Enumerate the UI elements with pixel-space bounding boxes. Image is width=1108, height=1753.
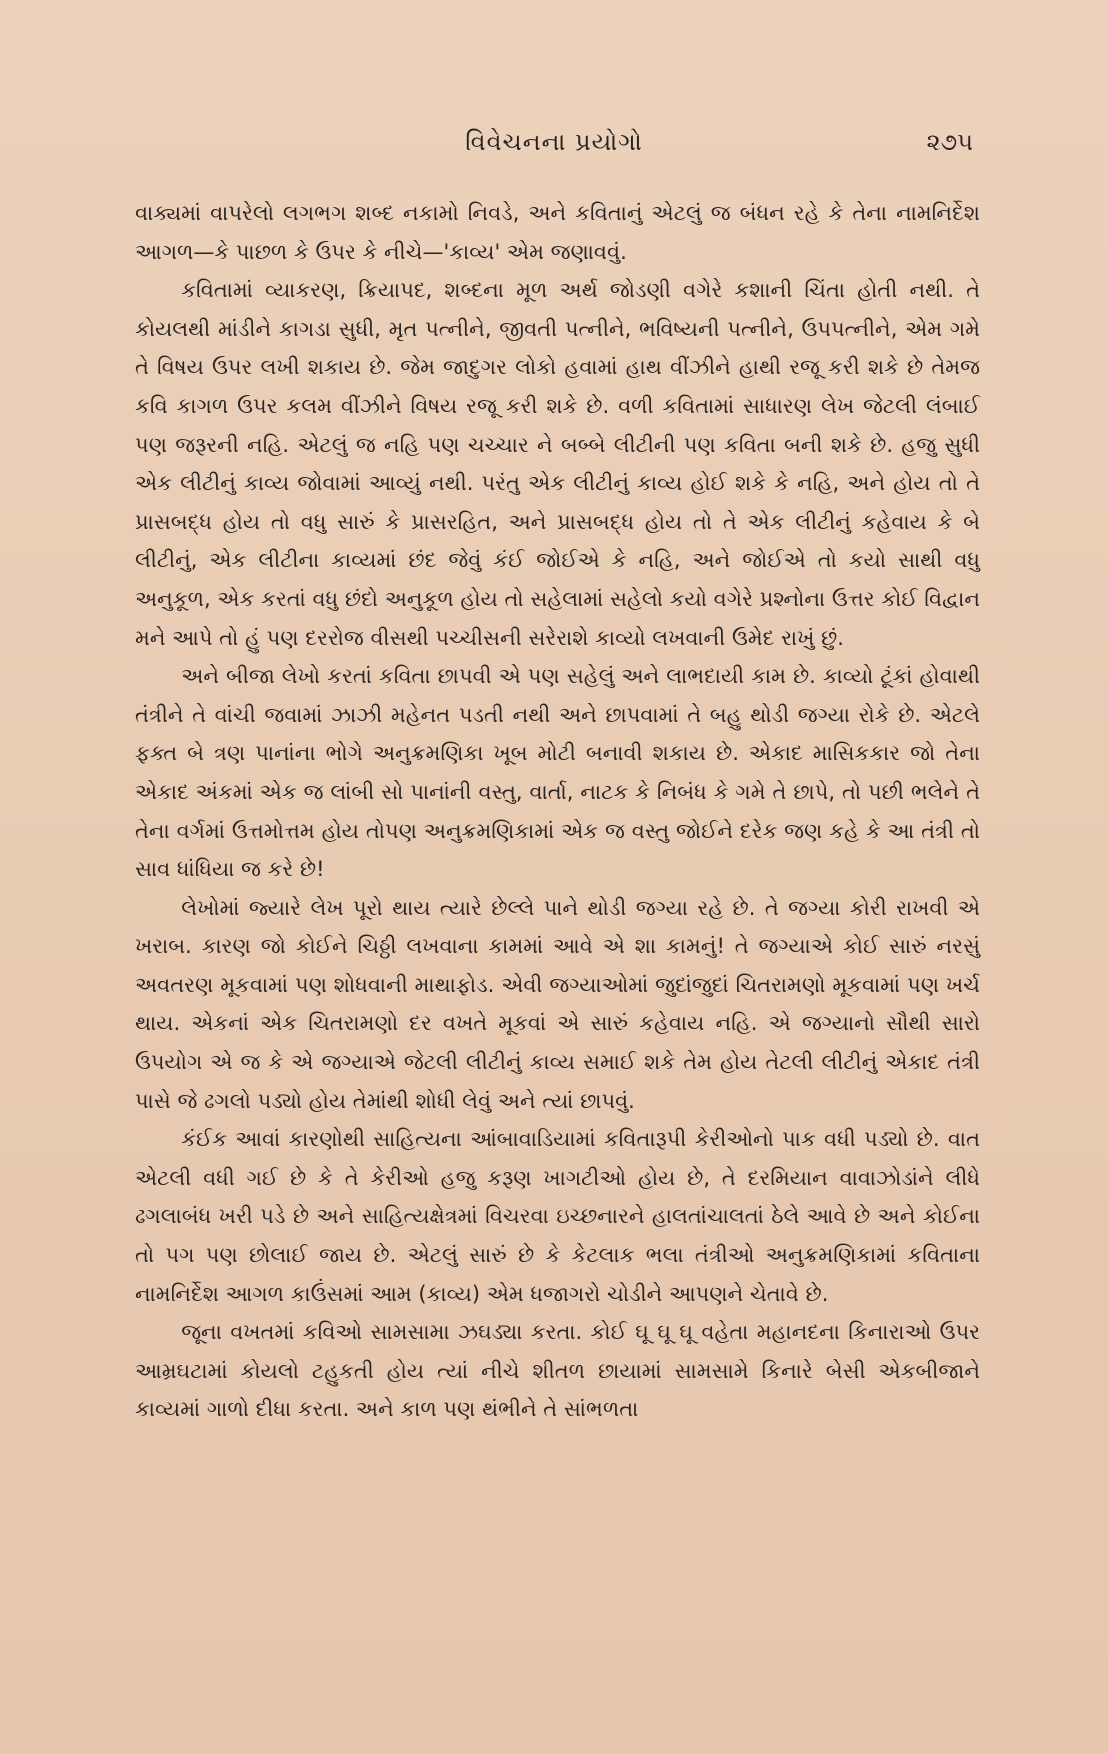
paragraph: કંઈક આવાં કારણોથી સાહિત્યના આંબાવાડિયામાં કવિતારૂપી કેરીઓનો પાક વધી પડ્યો છે. વાત એટલી વધી ગઈ છે કે તે કેરીઓ હજુ કરૂણ ખાગટીઓ હોય છે, તે દરમિયાન વાવાઝોડાંને લીધે ઢગલાબંધ ખરી પડે છે અને સાહિત્યક્ષેત્રમાં વિચરવા ઇચ્છનારને હાલતાંચાલતાં ઠેલે આવે છે અને કોઈના તો પગ પણ છોલાઈ જાય છે. એટલું સારું છે કે કેટલાક ભલા તંત્રીઓ અનુક્રમણિકામાં કવિતાના નામનિર્દેશ આગળ કાઉંસમાં આમ (કાવ્ય) એમ ધજાગરો ચોડીને આપણને ચેતાવે છે.: [135, 1127, 980, 1306]
page-header: [135, 128, 973, 168]
paragraph: જૂના વખતમાં કવિઓ સામસામા ઝઘડ્યા કરતા. કોઈ ઘૂ ઘૂ ઘૂ વહેતા મહાનદના કિનારાઓ ઉપર આમ્રઘટામાં કોયલો ટહુકતી હોય ત્યાં નીચે શીતળ છાયામાં સામસામે કિનારે બેસી એકબીજાને કાવ્યમાં ગાળો દીધા કરતા. અને કાળ પણ થંભીને તે સાંભળતા: [135, 1320, 980, 1422]
page-number: ૨૭૫: [926, 128, 973, 156]
paragraph: અને બીજા લેખો કરતાં કવિતા છાપવી એ પણ સહેલું અને લાભદાયી કામ છે. કાવ્યો ટૂંકાં હોવાથી તંત્રીને તે વાંચી જવામાં ઝાઝી મહેનત પડતી નથી અને છાપવામાં તે બહુ થોડી જગ્યા રોકે છે. એટલે ફક્ત બે ત્રણ પાનાંના ભોગે અનુક્રમણિકા ખૂબ મોટી બનાવી શકાય છે. એકાદ માસિકકાર જો તેના એકાદ અંકમાં એક જ લાંબી સો પાનાંની વસ્તુ, વાર્તા, નાટક કે નિબંધ કે ગમે તે છાપે, તો પછી ભલેને તે તેના વર્ગમાં ઉત્તમોત્તમ હોય તોપણ અનુક્રમણિકામાં એક જ વસ્તુ જોઈને દરેક જણ કહે કે આ તંત્રી તો સાવ ધાંધિયા જ કરે છે!: [135, 664, 980, 882]
paragraph: લેખોમાં જ્યારે લેખ પૂરો થાય ત્યારે છેલ્લે પાને થોડી જગ્યા રહે છે. તે જગ્યા કોરી રાખવી એ ખરાબ. કારણ જો કોઈને ચિઠ્ઠી લખવાના કામમાં આવે એ શા કામનું! તે જગ્યાએ કોઈ સારું નરસું અવતરણ મૂકવામાં પણ શોધવાની માથાફોડ. એવી જગ્યાઓમાં જુદાંજુદાં ચિતરામણો મૂકવામાં પણ ખર્ચ થાય. એકનાં એક ચિતરામણો દર વખતે મૂકવાં એ સારું કહેવાય નહિ. એ જગ્યાનો સૌથી સારો ઉપયોગ એ જ કે એ જગ્યાએ જેટલી લીટીનું કાવ્ય સમાઈ શકે તેમ હોય તેટલી લીટીનું એકાદ તંત્રી પાસે જે ઢગલો પડ્યો હોય તેમાંથી શોધી લેવું અને ત્યાં છાપવું.: [135, 895, 980, 1113]
running-title: વિવેચનના પ્રયોગો: [465, 128, 643, 156]
body-text: [135, 194, 980, 1429]
paragraph: કવિતામાં વ્યાકરણ, ક્રિયાપદ, શબ્દના મૂળ અર્થ જોડણી વગેરે કશાની ચિંતા હોતી નથી. તે કોયલથી માંડીને કાગડા સુધી, મૃત પત્નીને, જીવતી પત્નીને, ભવિષ્યની પત્નીને, ઉપપત્નીને, એમ ગમે તે વિષય ઉપર લખી શકાય છે. જેમ જાદુગર લોકો હવામાં હાથ વીંઝીને હાથી રજૂ કરી શકે છે તેમજ કવિ કાગળ ઉપર કલમ વીંઝીને વિષય રજૂ કરી શકે છે. વળી કવિતામાં સાધારણ લેખ જેટલી લંબાઈ પણ જરૂરની નહિ. એટલું જ નહિ પણ ચચ્ચાર ને બબ્બે લીટીની પણ કવિતા બની શકે છે. હજુ સુધી એક લીટીનું કાવ્ય જોવામાં આવ્યું નથી. પરંતુ એક લીટીનું કાવ્ય હોઈ શકે કે નહિ, અને હોય તો તે પ્રાસબદ્ધ હોય તો વધુ સારું કે પ્રાસરહિત, અને પ્રાસબદ્ધ હોય તો તે એક લીટીનું કહેવાય કે બે લીટીનું, એક લીટીના કાવ્યમાં છંદ જેવું કંઈ જોઈએ કે નહિ, અને જોઈએ તો કયો સાથી વધુ અનુકૂળ, એક કરતાં વધુ છંદો અનુકૂળ હોય તો સહેલામાં સહેલો કયો વગેરે પ્રશ્નોના ઉત્તર કોઈ વિદ્વાન મને આપે તો હું પણ દરરોજ વીસથી પચ્ચીસની સરેરાશે કાવ્યો લખવાની ઉમેદ રાખું છું.: [135, 278, 980, 650]
paragraph-continuation: વાક્યમાં વાપરેલો લગભગ શબ્દ નકામો નિવડે, અને કવિતાનું એટલું જ બંધન રહે કે તેના નામનિર્દેશ આગળ—કે પાછળ કે ઉપર કે નીચે—'કાવ્ય' એમ જણાવવું.: [135, 201, 980, 264]
